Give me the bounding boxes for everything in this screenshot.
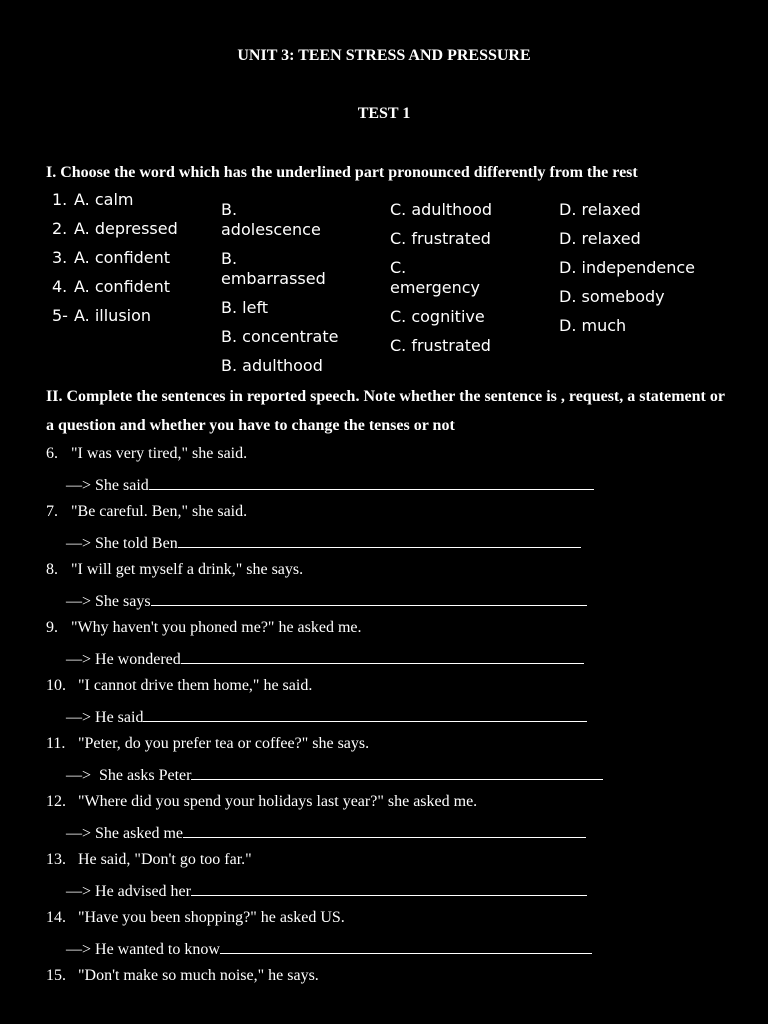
option-2d: D. relaxed [559,229,641,248]
answer-13: —> He advised her [66,879,587,902]
options-column-a [52,190,212,335]
option-2a: 2. A. depressed [52,219,178,238]
question-8: 8. "I will get myself a drink," she says. [46,561,304,578]
answer-blank-7[interactable] [178,531,581,548]
option-5d: D. much [559,316,627,335]
answer-blank-12[interactable] [183,821,586,838]
option-3c: C. emergency [390,258,480,297]
option-1a: 1. A. calm [52,190,134,209]
section-2-heading: II. Complete the sentences in reported speech. Note whether the sentence is , request, a statement or a question and whether you have to change the tenses or not [46,388,725,434]
option-5a: 5- A. illusion [52,306,152,325]
option-1c: C. adulthood [390,200,493,219]
answer-blank-9[interactable] [181,647,584,664]
options-column-b [221,200,381,385]
option-5b: B. adulthood [221,356,323,375]
answer-10: —> He said [66,705,587,728]
answer-blank-10[interactable] [143,705,587,722]
option-4c: C. cognitive [390,307,485,326]
option-2c: C. frustrated [390,229,491,248]
question-12: 12. "Where did you spend your holidays last year?" she asked me. [46,793,478,810]
question-7: 7. "Be careful. Ben," she said. [46,503,248,520]
option-3d: D. independence [559,258,695,277]
question-13: 13. He said, "Don't go too far." [46,851,252,868]
answer-8: —> She says [66,589,587,612]
answer-blank-8[interactable] [151,589,587,606]
answer-9: —> He wondered [66,647,584,670]
answer-blank-6[interactable] [149,473,594,490]
question-14: 14. "Have you been shopping?" he asked US. [46,909,345,926]
option-5c: C. frustrated [390,336,491,355]
option-3a: 3. A. confident [52,248,171,267]
options-column-c [390,200,550,365]
options-column-d [559,200,749,345]
answer-7: —> She told Ben [66,531,581,554]
answer-14: —> He wanted to know [66,937,592,960]
question-6: 6. "I was very tired," she said. [46,445,248,462]
answer-blank-14[interactable] [220,937,592,954]
question-10: 10. "I cannot drive them home," he said. [46,677,313,694]
question-11: 11. "Peter, do you prefer tea or coffee?" she says. [46,735,370,752]
answer-6: —> She said [66,473,594,496]
option-1b: B. adolescence [221,200,321,239]
answer-12: —> She asked me [66,821,586,844]
option-4d: D. somebody [559,287,665,306]
question-15: 15. "Don't make so much noise," he says. [46,967,319,984]
option-2b: B. embarrassed [221,249,326,288]
answer-blank-13[interactable] [191,879,587,896]
unit-title: UNIT 3: TEEN STRESS AND PRESSURE [237,47,531,64]
test-title: TEST 1 [357,105,411,122]
option-4a: 4. A. confident [52,277,171,296]
option-1d: D. relaxed [559,200,641,219]
option-4b: B. concentrate [221,327,339,346]
answer-11: —> She asks Peter [66,763,603,786]
section-1-heading: I. Choose the word which has the underlined part pronounced differently from the rest [46,164,638,181]
answer-blank-11[interactable] [191,763,603,780]
question-9: 9. "Why haven't you phoned me?" he asked me. [46,619,362,636]
option-3b: B. left [221,298,269,317]
